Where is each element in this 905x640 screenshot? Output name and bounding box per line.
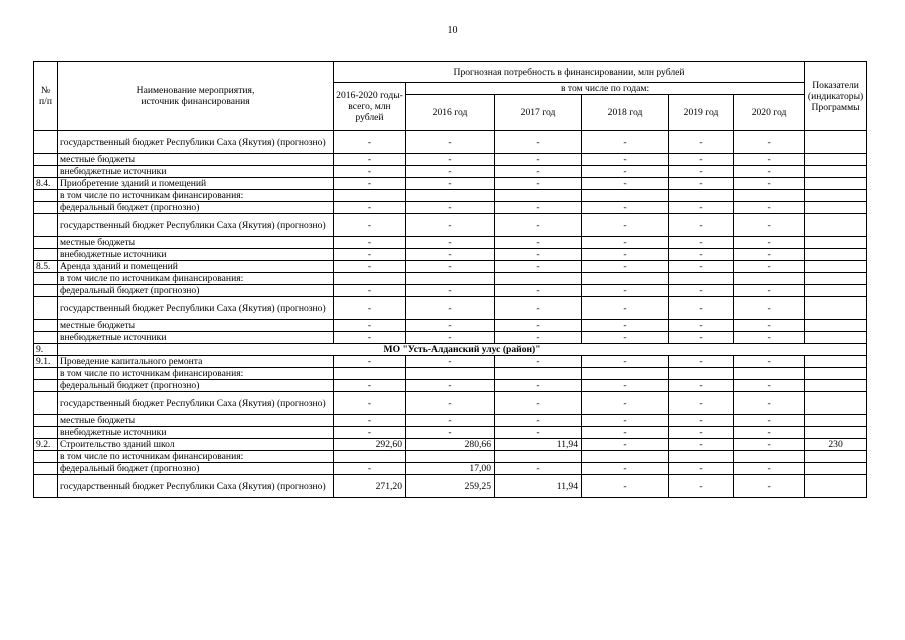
header-indicators: Показатели (индикаторы) Программы [805, 62, 867, 131]
row-number [34, 368, 58, 380]
cell-year-2019: - [669, 154, 734, 166]
table-row [34, 237, 867, 249]
row-name: в том числе по источникам финансирования: [58, 451, 334, 463]
cell-year-2017 [495, 273, 582, 285]
cell-total: 292,60 [334, 439, 406, 451]
cell-year-2019: - [669, 285, 734, 297]
cell-year-2018: - [582, 214, 669, 237]
cell-total [334, 190, 406, 202]
cell-year-2017 [495, 451, 582, 463]
row-number [34, 285, 58, 297]
cell-year-2016: 17,00 [406, 463, 495, 475]
header-year-2016: 2016 год [406, 95, 495, 131]
cell-total: 271,20 [334, 475, 406, 498]
row-number [34, 415, 58, 427]
cell-year-2019: - [669, 427, 734, 439]
cell-year-2016: - [406, 202, 495, 214]
cell-total: - [334, 285, 406, 297]
cell-year-2017: - [495, 261, 582, 273]
row-name: государственный бюджет Республики Саха (Якутия) (прогнозно) [58, 214, 334, 237]
cell-year-2018: - [582, 475, 669, 498]
row-name: Строительство зданий школ [58, 439, 334, 451]
cell-total: - [334, 392, 406, 415]
cell-indicator [805, 190, 867, 202]
row-number [34, 166, 58, 178]
row-name: государственный бюджет Республики Саха (Якутия) (прогнозно) [58, 131, 334, 154]
cell-year-2017: - [495, 415, 582, 427]
cell-year-2017 [495, 190, 582, 202]
cell-indicator: 230 [805, 439, 867, 451]
row-number [34, 237, 58, 249]
cell-year-2018: - [582, 356, 669, 368]
cell-year-2018: - [582, 463, 669, 475]
header-year-2019: 2019 год [669, 95, 734, 131]
cell-year-2020 [734, 273, 805, 285]
row-number [34, 273, 58, 285]
financing-table [33, 61, 867, 498]
table-row [34, 154, 867, 166]
cell-year-2020 [734, 368, 805, 380]
row-number [34, 392, 58, 415]
cell-total [334, 273, 406, 285]
row-number: 9.2. [34, 439, 58, 451]
cell-total [334, 451, 406, 463]
cell-year-2019: - [669, 261, 734, 273]
row-number [34, 427, 58, 439]
cell-year-2020: - [734, 166, 805, 178]
cell-indicator [805, 415, 867, 427]
row-number [34, 380, 58, 392]
cell-year-2019: - [669, 178, 734, 190]
cell-year-2016: - [406, 237, 495, 249]
cell-year-2018: - [582, 320, 669, 332]
cell-year-2018: - [582, 237, 669, 249]
cell-year-2019: - [669, 131, 734, 154]
row-number: 8.4. [34, 178, 58, 190]
page-number: 10 [447, 25, 458, 36]
cell-total: - [334, 356, 406, 368]
cell-indicator [805, 463, 867, 475]
table-row [34, 439, 867, 451]
cell-indicator [805, 273, 867, 285]
cell-year-2020: - [734, 202, 805, 214]
cell-indicator [805, 166, 867, 178]
row-number [34, 463, 58, 475]
table-row [34, 427, 867, 439]
cell-year-2019: - [669, 439, 734, 451]
cell-year-2016: 280,66 [406, 439, 495, 451]
row-name: местные бюджеты [58, 237, 334, 249]
cell-year-2018: - [582, 285, 669, 297]
cell-year-2018 [582, 190, 669, 202]
cell-year-2016: - [406, 178, 495, 190]
cell-year-2019: - [669, 380, 734, 392]
cell-year-2019: - [669, 415, 734, 427]
cell-year-2020: - [734, 415, 805, 427]
section-title: МО "Усть-Алданский улус (район)" [58, 344, 867, 356]
cell-indicator [805, 249, 867, 261]
cell-total: - [334, 178, 406, 190]
header-forecast: Прогнозная потребность в финансировании, млн рублей [334, 62, 805, 83]
cell-year-2020: - [734, 380, 805, 392]
table-row [34, 380, 867, 392]
table-row [34, 356, 867, 368]
cell-year-2020: - [734, 249, 805, 261]
cell-year-2019: - [669, 475, 734, 498]
cell-year-2017: - [495, 392, 582, 415]
cell-year-2017: - [495, 237, 582, 249]
cell-total: - [334, 202, 406, 214]
cell-indicator [805, 178, 867, 190]
cell-year-2017: - [495, 154, 582, 166]
cell-year-2017: - [495, 131, 582, 154]
row-name: Проведение капитального ремонта [58, 356, 334, 368]
table-row [34, 214, 867, 237]
row-number [34, 214, 58, 237]
cell-total: - [334, 166, 406, 178]
row-number: 9.1. [34, 356, 58, 368]
cell-year-2019: - [669, 392, 734, 415]
cell-year-2018 [582, 273, 669, 285]
row-name: государственный бюджет Республики Саха (Якутия) (прогнозно) [58, 297, 334, 320]
cell-year-2017: - [495, 297, 582, 320]
cell-indicator [805, 427, 867, 439]
cell-year-2018: - [582, 332, 669, 344]
cell-year-2018: - [582, 166, 669, 178]
row-name: в том числе по источникам финансирования: [58, 368, 334, 380]
table-body [34, 131, 867, 498]
cell-year-2016: 259,25 [406, 475, 495, 498]
row-number [34, 202, 58, 214]
row-number [34, 249, 58, 261]
cell-year-2017: - [495, 178, 582, 190]
row-name: внебюджетные источники [58, 332, 334, 344]
cell-total: - [334, 380, 406, 392]
row-number [34, 320, 58, 332]
cell-total [334, 368, 406, 380]
cell-year-2017: - [495, 463, 582, 475]
cell-indicator [805, 380, 867, 392]
row-name: федеральный бюджет (прогнозно) [58, 380, 334, 392]
cell-year-2019: - [669, 237, 734, 249]
cell-total: - [334, 249, 406, 261]
row-name: местные бюджеты [58, 154, 334, 166]
cell-indicator [805, 202, 867, 214]
cell-year-2017: - [495, 249, 582, 261]
row-number [34, 451, 58, 463]
cell-year-2020: - [734, 356, 805, 368]
table-row [34, 190, 867, 202]
cell-indicator [805, 297, 867, 320]
cell-year-2016: - [406, 154, 495, 166]
cell-year-2019: - [669, 202, 734, 214]
cell-total: - [334, 415, 406, 427]
cell-year-2018: - [582, 202, 669, 214]
cell-year-2020: - [734, 320, 805, 332]
row-name: в том числе по источникам финансирования: [58, 190, 334, 202]
cell-year-2020: - [734, 392, 805, 415]
cell-year-2016: - [406, 332, 495, 344]
row-number [34, 297, 58, 320]
cell-year-2017 [495, 368, 582, 380]
cell-year-2018: - [582, 178, 669, 190]
table-row [34, 332, 867, 344]
row-number [34, 190, 58, 202]
row-name: в том числе по источникам финансирования: [58, 273, 334, 285]
cell-indicator [805, 475, 867, 498]
cell-indicator [805, 237, 867, 249]
cell-total: - [334, 320, 406, 332]
cell-year-2016: - [406, 427, 495, 439]
cell-year-2018 [582, 451, 669, 463]
cell-year-2017: 11,94 [495, 439, 582, 451]
cell-indicator [805, 368, 867, 380]
header-name: Наименование мероприятия, источник финансирования [58, 62, 334, 131]
cell-year-2016: - [406, 380, 495, 392]
cell-year-2019: - [669, 214, 734, 237]
cell-year-2016: - [406, 261, 495, 273]
cell-year-2018: - [582, 154, 669, 166]
cell-year-2016: - [406, 392, 495, 415]
cell-year-2018 [582, 368, 669, 380]
cell-indicator [805, 451, 867, 463]
cell-year-2020: - [734, 178, 805, 190]
cell-year-2017: - [495, 356, 582, 368]
row-number [34, 475, 58, 498]
cell-indicator [805, 332, 867, 344]
cell-year-2018: - [582, 297, 669, 320]
table-row [34, 475, 867, 498]
table-row [34, 451, 867, 463]
header-year-2017: 2017 год [495, 95, 582, 131]
cell-year-2020: - [734, 285, 805, 297]
cell-year-2019 [669, 273, 734, 285]
cell-year-2019 [669, 451, 734, 463]
row-name: Аренда зданий и помещений [58, 261, 334, 273]
cell-year-2016: - [406, 320, 495, 332]
cell-year-2020: - [734, 261, 805, 273]
row-name: государственный бюджет Республики Саха (Якутия) (прогнозно) [58, 392, 334, 415]
table-row [34, 166, 867, 178]
cell-year-2017: - [495, 427, 582, 439]
cell-year-2016: - [406, 285, 495, 297]
table-row [34, 344, 867, 356]
cell-indicator [805, 214, 867, 237]
row-name: государственный бюджет Республики Саха (Якутия) (прогнозно) [58, 475, 334, 498]
row-number [34, 154, 58, 166]
cell-year-2020: - [734, 154, 805, 166]
header-year-2020: 2020 год [734, 95, 805, 131]
cell-total: - [334, 237, 406, 249]
cell-year-2017: - [495, 320, 582, 332]
cell-year-2019 [669, 368, 734, 380]
cell-indicator [805, 261, 867, 273]
cell-year-2018: - [582, 439, 669, 451]
row-name: внебюджетные источники [58, 166, 334, 178]
table-header [34, 62, 867, 131]
cell-year-2019: - [669, 320, 734, 332]
table-row [34, 392, 867, 415]
cell-total: - [334, 332, 406, 344]
cell-year-2020 [734, 190, 805, 202]
table-row [34, 297, 867, 320]
table-row [34, 320, 867, 332]
cell-year-2016: - [406, 356, 495, 368]
header-num: № п/п [34, 62, 58, 131]
cell-indicator [805, 285, 867, 297]
header-total: 2016-2020 годы- всего, млн рублей [334, 83, 406, 131]
cell-year-2019: - [669, 249, 734, 261]
cell-year-2016: - [406, 415, 495, 427]
cell-year-2016 [406, 273, 495, 285]
cell-total: - [334, 131, 406, 154]
cell-year-2016: - [406, 131, 495, 154]
cell-year-2019: - [669, 166, 734, 178]
cell-year-2020: - [734, 475, 805, 498]
cell-year-2017: - [495, 166, 582, 178]
cell-year-2017: - [495, 214, 582, 237]
header-year-2018: 2018 год [582, 95, 669, 131]
cell-year-2018: - [582, 415, 669, 427]
header-by-years: в том числе по годам: [406, 83, 805, 95]
cell-indicator [805, 356, 867, 368]
cell-year-2018: - [582, 261, 669, 273]
cell-total: - [334, 261, 406, 273]
table-row [34, 178, 867, 190]
table-row [34, 273, 867, 285]
cell-total: - [334, 463, 406, 475]
cell-year-2019: - [669, 463, 734, 475]
cell-year-2020: - [734, 131, 805, 154]
cell-year-2016 [406, 451, 495, 463]
table-row [34, 415, 867, 427]
table-row [34, 261, 867, 273]
cell-year-2019: - [669, 332, 734, 344]
cell-year-2018: - [582, 131, 669, 154]
cell-year-2020 [734, 451, 805, 463]
cell-year-2018: - [582, 380, 669, 392]
cell-year-2016 [406, 368, 495, 380]
cell-year-2016: - [406, 214, 495, 237]
cell-year-2016: - [406, 297, 495, 320]
cell-year-2016: - [406, 249, 495, 261]
cell-total: - [334, 214, 406, 237]
cell-year-2017: - [495, 202, 582, 214]
row-name: Приобретение зданий и помещений [58, 178, 334, 190]
cell-total: - [334, 297, 406, 320]
cell-year-2018: - [582, 392, 669, 415]
cell-total: - [334, 154, 406, 166]
cell-year-2020: - [734, 463, 805, 475]
row-name: федеральный бюджет (прогнозно) [58, 463, 334, 475]
row-number [34, 131, 58, 154]
cell-year-2016: - [406, 166, 495, 178]
cell-year-2020: - [734, 297, 805, 320]
cell-year-2017: - [495, 285, 582, 297]
cell-year-2019 [669, 190, 734, 202]
cell-year-2016 [406, 190, 495, 202]
cell-indicator [805, 392, 867, 415]
cell-indicator [805, 154, 867, 166]
cell-indicator [805, 320, 867, 332]
cell-total: - [334, 427, 406, 439]
row-name: внебюджетные источники [58, 427, 334, 439]
table-row [34, 368, 867, 380]
row-name: внебюджетные источники [58, 249, 334, 261]
cell-year-2020: - [734, 237, 805, 249]
cell-year-2020: - [734, 427, 805, 439]
table-row [34, 202, 867, 214]
cell-year-2017: - [495, 380, 582, 392]
row-name: федеральный бюджет (прогнозно) [58, 202, 334, 214]
cell-indicator [805, 131, 867, 154]
row-number: 9. [34, 344, 58, 356]
cell-year-2020: - [734, 439, 805, 451]
table-row [34, 249, 867, 261]
row-number [34, 332, 58, 344]
table-row [34, 285, 867, 297]
cell-year-2019: - [669, 297, 734, 320]
cell-year-2019: - [669, 356, 734, 368]
cell-year-2017: 11,94 [495, 475, 582, 498]
cell-year-2020: - [734, 214, 805, 237]
row-number: 8.5. [34, 261, 58, 273]
row-name: местные бюджеты [58, 320, 334, 332]
table-row [34, 131, 867, 154]
cell-year-2020: - [734, 332, 805, 344]
cell-year-2018: - [582, 249, 669, 261]
cell-year-2017: - [495, 332, 582, 344]
row-name: федеральный бюджет (прогнозно) [58, 285, 334, 297]
row-name: местные бюджеты [58, 415, 334, 427]
cell-year-2018: - [582, 427, 669, 439]
table-row [34, 463, 867, 475]
